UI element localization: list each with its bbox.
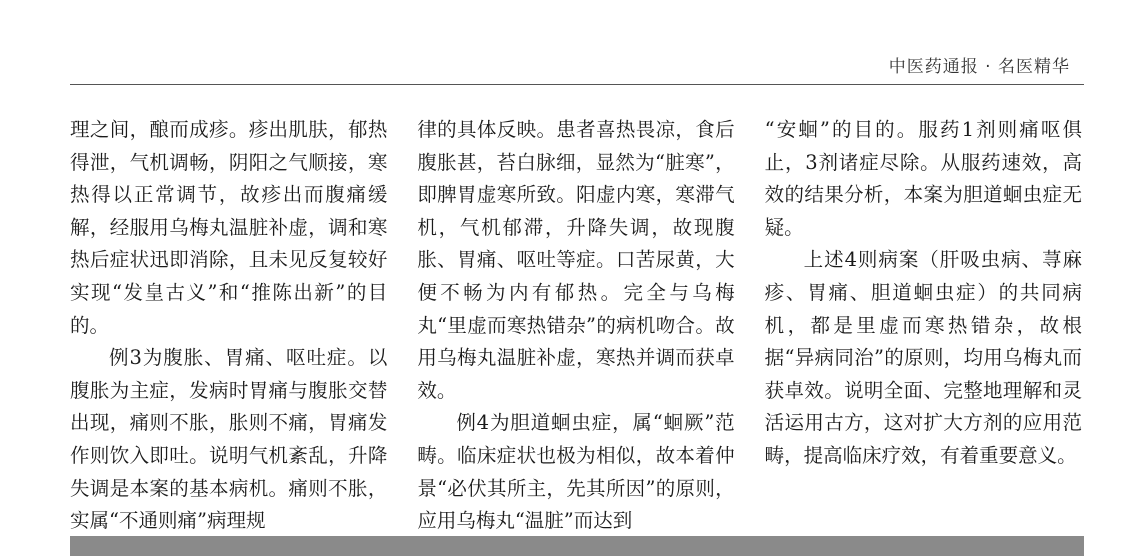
footer-bar: [70, 536, 1084, 556]
running-header: 中医药通报 · 名医精华: [888, 57, 1070, 77]
paragraph: 例4为胆道蛔虫症，属“蛔厥”范畴。临床症状也极为相似，故本着仲景“必伏其所主，先其所因”的原则，应用乌梅丸“温脏”而达到: [417, 411, 735, 533]
paragraph: 理之间，酿而成疹。疹出肌肤，郁热得泄，气机调畅，阴阳之气顺接，寒热得以正常调节，故疹出而腹痛缓解，经服用乌梅丸温脏补虚，调和寒热后症状迅即消除，且未见反复较好实现“发皇古义”和“推陈出新”的目的。: [70, 118, 388, 337]
paragraph: 例3为腹胀、胃痛、呕吐症。以腹胀为主症，发病时胃痛与腹胀交替出现，痛则不胀，胀则不痛，胃痛发作则饮入即吐。说明气机紊乱，升降失调是本案的基本病机。痛则不胀，实属“不通则痛”病理规: [70, 346, 388, 533]
paragraph: 律的具体反映。患者喜热畏凉，食后腹胀甚，苔白脉细，显然为“脏寒”，即脾胃虚寒所致。阳虚内寒，寒滞气机，气机郁滞，升降失调，故现腹胀、胃痛、呕吐等症。口苦尿黄，大便不畅为内有郁热。完全与乌梅丸“里虚而寒热错杂”的病机吻合。故用乌梅丸温脏补虚，寒热并调而获卓效。: [417, 118, 735, 402]
column-2: [417, 114, 734, 538]
article-body: [70, 114, 1082, 538]
paragraph: 上述4则病案（肝吸虫病、荨麻疹、胃痛、胆道蛔虫症）的共同病机，都是里虚而寒热错杂，故根据“异病同治”的原则，均用乌梅丸而获卓效。说明全面、完整地理解和灵活运用古方，这对扩大方剂的应用范畴，提高临床疗效，有着重要意义。: [764, 248, 1082, 467]
column-3: [765, 114, 1082, 538]
column-1: [70, 114, 387, 538]
paragraph: “安蛔”的目的。服药1剂则痛呕俱止，3剂诸症尽除。从服药速效，高效的结果分析，本案为胆道蛔虫症无疑。: [764, 118, 1082, 239]
header-rule: [70, 84, 1084, 85]
